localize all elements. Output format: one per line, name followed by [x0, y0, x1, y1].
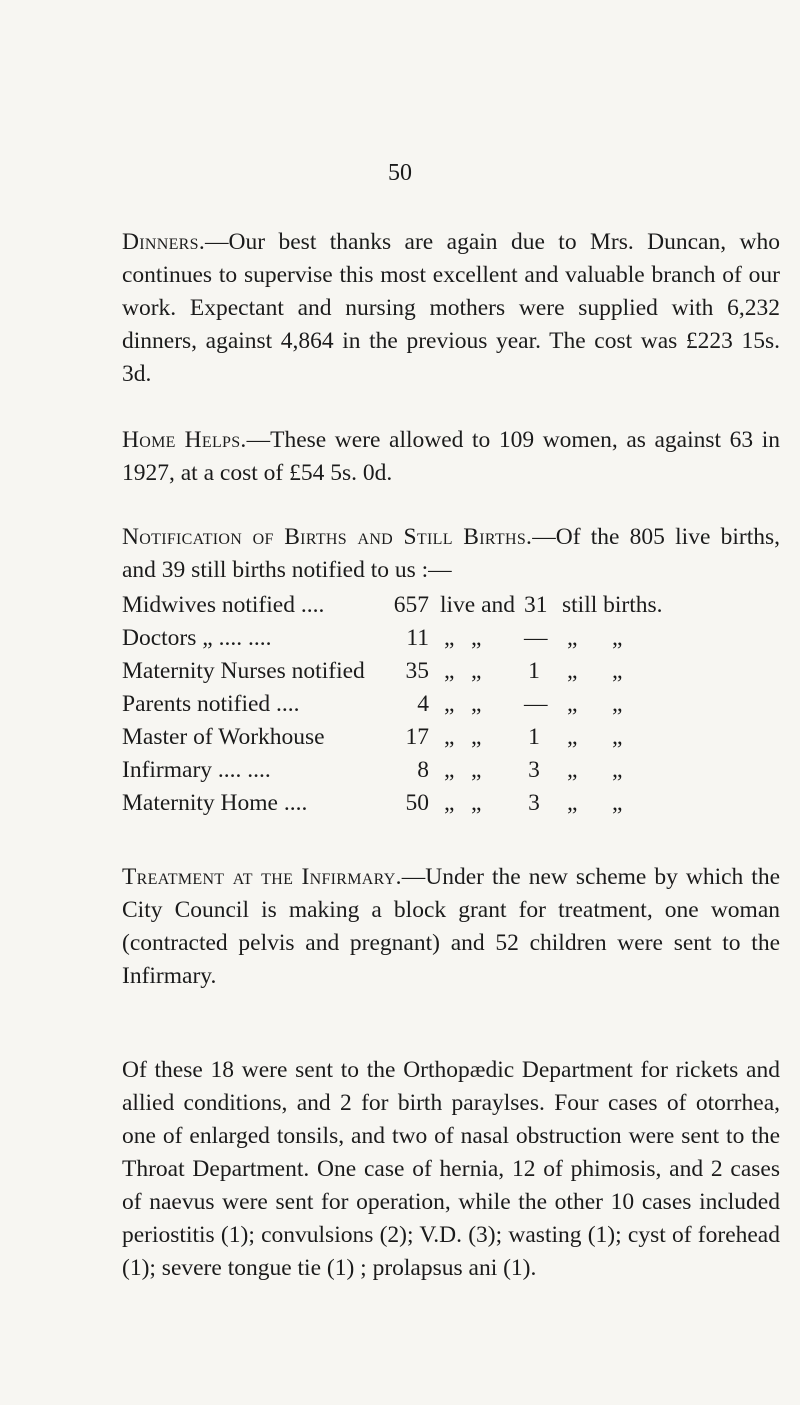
row-label: Maternity Nurses notified — [122, 658, 365, 684]
row-label: Master of Workhouse — [122, 724, 325, 750]
treatment-paragraph — [122, 861, 780, 993]
treatment-heading: Treatment at the Infirmary. — [122, 864, 402, 890]
ditto-mark: „ — [612, 724, 623, 750]
live-count: 8 — [417, 757, 429, 783]
table-row — [122, 589, 782, 622]
of-these-text: Of these 18 were sent to the Orthopædic Department for rickets and allied conditions, and 2 for birth paraylses. Four cases of otorrhea, one of enlarged tonsils, and two of nasal obstruction were sent to the Throat Department. One case of hernia, 12 of phimosis, and 2 cases of naevus were sent for operation, while the other 10 cases included periostitis (1); convulsions (2); V.D. (3); wasting (1); cyst of forehead (1); severe tongue tie (1) ; prolapsus ani (1). — [122, 1057, 780, 1281]
header-still-births: still births. — [562, 592, 663, 618]
dinners-paragraph — [122, 226, 780, 391]
ditto-mark: „ — [567, 724, 578, 750]
ditto-mark: „ — [471, 658, 482, 684]
table-row — [122, 787, 782, 820]
still-count: 3 — [528, 790, 540, 816]
live-count: 50 — [405, 790, 429, 816]
row-label: Midwives notified .... — [122, 592, 325, 618]
header-live-and: live and — [440, 592, 516, 618]
table-row — [122, 721, 782, 754]
live-count: 17 — [405, 724, 429, 750]
notification-heading: Notification of Births and Still Births. — [122, 524, 533, 550]
dinners-heading: Dinners. — [122, 229, 206, 255]
ditto-mark: „ — [567, 625, 578, 651]
ditto-mark: „ — [444, 658, 455, 684]
ditto-mark: „ — [444, 691, 455, 717]
table-row — [122, 655, 782, 688]
row-label: Doctors „ .... .... — [122, 625, 272, 651]
ditto-mark: „ — [444, 724, 455, 750]
table-row — [122, 622, 782, 655]
of-these-paragraph — [122, 1054, 780, 1285]
ditto-mark: „ — [567, 658, 578, 684]
live-count: 4 — [417, 691, 429, 717]
row-label: Maternity Home .... — [122, 790, 308, 816]
home-helps-heading: Home Helps. — [122, 427, 247, 453]
notified-table — [122, 589, 782, 820]
page-number: 50 — [388, 160, 412, 186]
row-label: Parents notified .... — [122, 691, 300, 717]
still-count: 3 — [528, 757, 540, 783]
ditto-mark: „ — [612, 757, 623, 783]
live-count: 657 — [393, 592, 429, 618]
still-count: — — [524, 625, 548, 651]
ditto-mark: „ — [471, 625, 482, 651]
still-count: 1 — [528, 724, 540, 750]
table-row — [122, 754, 782, 787]
notification-paragraph — [122, 521, 780, 587]
ditto-mark: „ — [471, 790, 482, 816]
treatment-text: —Under the new scheme by which the City Council is making a block grant for treatment, one woman (contracted pelvis and pregnant) and 52 children were sent to the Infirmary. — [122, 864, 780, 989]
home-helps-text: —These were allowed to 109 women, as against 63 in 1927, at a cost of £54 5s. 0d. — [122, 427, 781, 486]
ditto-mark: „ — [471, 691, 482, 717]
ditto-mark: „ — [471, 757, 482, 783]
ditto-mark: „ — [444, 790, 455, 816]
still-count: 31 — [524, 592, 548, 618]
ditto-mark: „ — [471, 724, 482, 750]
ditto-mark: „ — [567, 790, 578, 816]
notification-text: —Of the 805 live births, and 39 still births notified to us :— — [122, 524, 780, 583]
ditto-mark: „ — [612, 790, 623, 816]
table-row — [122, 688, 782, 721]
ditto-mark: „ — [612, 658, 623, 684]
ditto-mark: „ — [567, 757, 578, 783]
ditto-mark: „ — [612, 625, 623, 651]
still-count: — — [524, 691, 548, 717]
ditto-mark: „ — [612, 691, 623, 717]
ditto-mark: „ — [444, 757, 455, 783]
ditto-mark: „ — [444, 625, 455, 651]
still-count: 1 — [528, 658, 540, 684]
home-helps-paragraph — [122, 424, 780, 490]
dinners-text: —Our best thanks are again due to Mrs. Duncan, who continues to supervise this most excellent and valuable branch of our work. Expectant and nursing mothers were supplied with 6,232 dinners, against 4,864 in the previous year. The cost was £223 15s. 3d. — [122, 229, 780, 387]
live-count: 35 — [405, 658, 429, 684]
live-count: 11 — [406, 625, 429, 651]
ditto-mark: „ — [567, 691, 578, 717]
row-label: Infirmary .... .... — [122, 757, 271, 783]
